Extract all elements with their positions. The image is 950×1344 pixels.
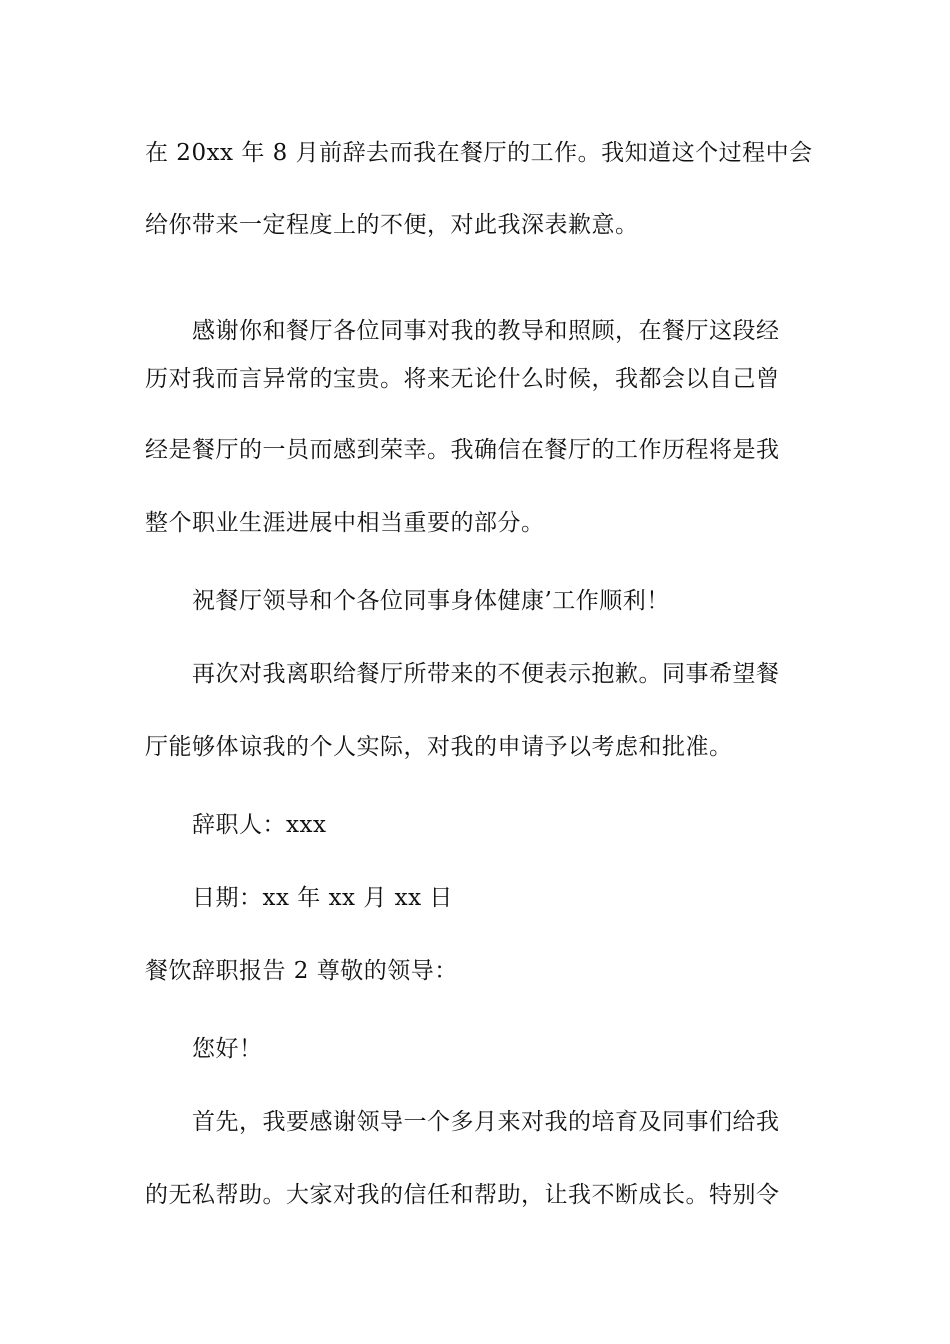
paragraph-line: 厅能够体谅我的个人实际，对我的申请予以考虑和批准。 [145, 734, 733, 760]
greeting-line: 您好！ [192, 1036, 263, 1062]
paragraph-line: 历对我而言异常的宝贵。将来无论什么时候，我都会以自己曾 [145, 366, 780, 392]
paragraph-line: 整个职业生涯进展中相当重要的部分。 [145, 510, 545, 536]
paragraph-line: 祝餐厅领导和个各位同事身体健康’工作顺利！ [192, 588, 670, 614]
paragraph-line: 感谢你和餐厅各位同事对我的教导和照顾，在餐厅这段经 [192, 318, 780, 344]
paragraph-line: 的无私帮助。大家对我的信任和帮助，让我不断成长。特别令 [145, 1182, 780, 1208]
paragraph-line: 首先，我要感谢领导一个多月来对我的培育及同事们给我 [192, 1109, 780, 1135]
paragraph-line: 再次对我离职给餐厅所带来的不便表示抱歉。同事希望餐 [192, 661, 780, 687]
section-heading: 餐饮辞职报告 2 尊敬的领导： [145, 958, 458, 984]
date-line: 日期：xx 年 xx 月 xx 日 [192, 885, 453, 911]
paragraph-line: 给你带来一定程度上的不便，对此我深表歉意。 [145, 212, 639, 238]
paragraph-line: 在 20xx 年 8 月前辞去而我在餐厅的工作。我知道这个过程中会 [145, 140, 813, 166]
paragraph-line: 经是餐厅的一员而感到荣幸。我确信在餐厅的工作历程将是我 [145, 437, 780, 463]
signer-line: 辞职人：xxx [192, 812, 327, 838]
